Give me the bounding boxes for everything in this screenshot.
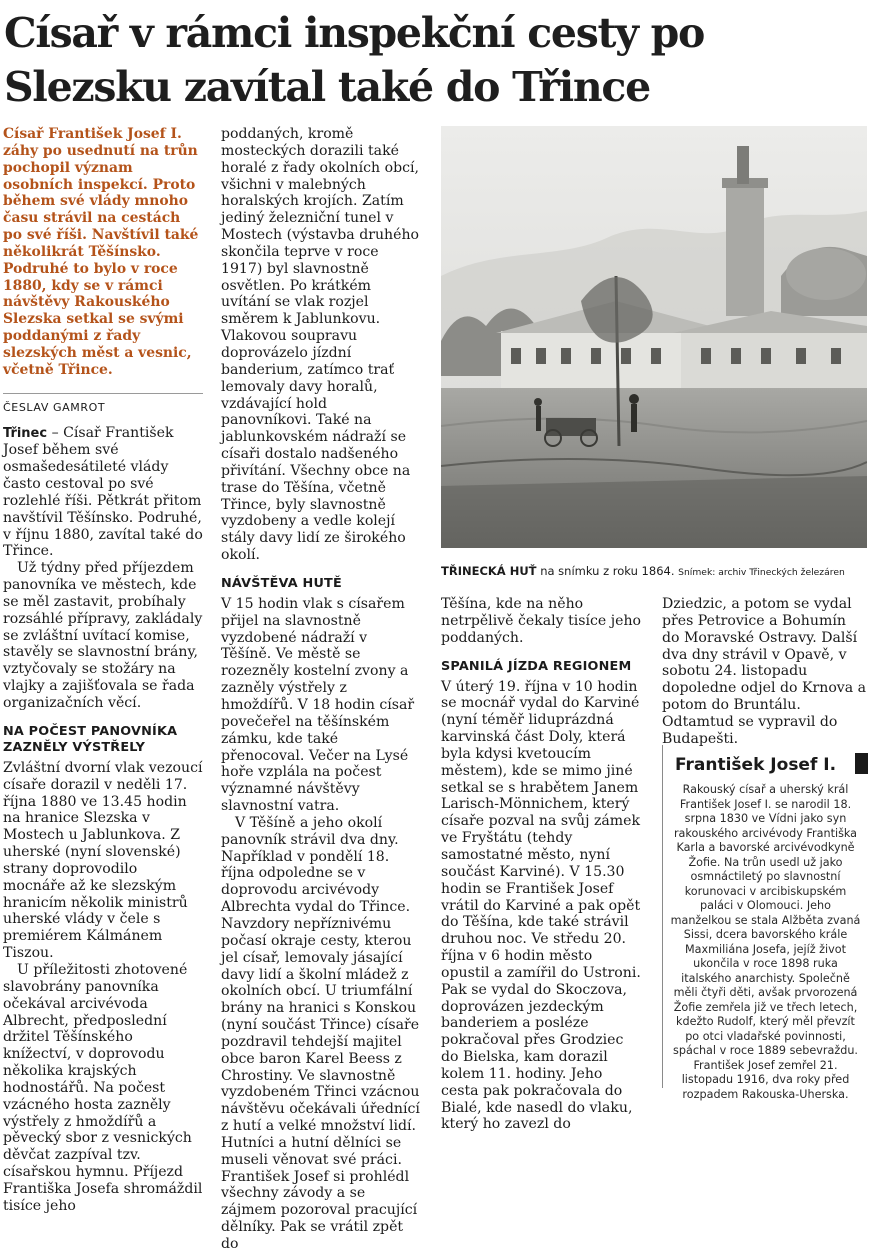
paragraph-9: V úterý 19. října v 10 hodin se mocnář vydal do Karviné (nyní téměř liduprázdná karvinská část Doly, která byla kdysi kvetoucím městem), kde se mimo jiné setkal se s hrabětem Janem Larisch-Mönnichem, který císaře pozval na svůj zámek ve Fryštátu (tehdy samostatné město, nyní součást Karviné). V 15.30 hodin se František Josef vrátil do Karviné a pak opět do Těšína, kde také strávil druhou noc. Ve středu 20. října v 6 hodin město opustil a zamířil do Ustroni. Pak se vydal do Skoczova, doprovázen jezdeckým banderiem a posléze pokračoval přes Grodziec do Bielska, kam dorazil kolem 11. hodiny. Jeho cesta pak pokračovala do Bialé, kde nasedl do vlaku, který ho zavezl do bbox=[441, 678, 641, 1133]
sidebar-box bbox=[662, 745, 868, 1101]
sidebar-marker bbox=[855, 753, 868, 774]
lead-paragraph: Císař František Josef I. záhy po usednutí na trůn pochopil význam osobních inspekcí. Proto během své vlády mnoho času strávil na cestách po své říši. Navštívil také několikrát Těšínsko. Podruhé to bylo v roce 1880, kdy se v rámci návštěvy Rakouského Slezska setkal se svými poddanými z řady slezských měst a vesnic, včetně Třince. bbox=[3, 126, 199, 378]
subheading-3: SPANILÁ JÍZDA REGIONEM bbox=[441, 658, 632, 674]
ironworks-photo-illustration bbox=[441, 126, 867, 548]
column-3 bbox=[441, 596, 641, 1133]
paragraph-6: V 15 hodin vlak s císařem přijel na slavnostně vyzdobené nádraží v Těšíně. Ve městě se rozezněly kostelní zvony a zazněly výstřely z hmoždířů. V 18 hodin císař povečeřel na těšínském zámku, kde také přenocoval. Večer na Lysé hoře vzplála na počest významné návštěvy slavnostní vatra. bbox=[221, 595, 415, 815]
sidebar-title: František Josef I. bbox=[675, 755, 837, 775]
column-4 bbox=[662, 596, 867, 748]
divider bbox=[3, 393, 203, 394]
paragraph-10: Dziedzic, a potom se vydal přes Petrovice a Bohumín do Moravské Ostravy. Další dva dny strávil v Opavě, v sobotu 24. listopadu dopoledne odjel do Krnova a potom do Bruntálu. Odtamtud se vypravil do Budapešti. bbox=[662, 596, 867, 747]
sidebar-text: Rakouský císař a uherský král František Josef I. se narodil 18. srpna 1830 ve Vídni jako syn rakouského arcivévody Františka Karla a bavorské arcivévodkyně Žofie. Na trůn usedl už jako osmnáctiletý po slavnostní korunovaci v arcibiskupském paláci v Olomouci. Jeho manželkou se stala Alžběta zvaná Sissi, dcera bavorského krále Maxmiliána Josefa, jejíž život ukončila v roce 1898 ruka italského anarchisty. Společně měli čtyři děti, avšak prvorozená Žofie zemřela již ve třech letech, kdežto Rudolf, který měl převzít po otci vladařské povinnosti, spáchal v roce 1889 sebevraždu. František Josef zemřel 21. listopadu 1916, dva roky před rozpadem Rakouska-Uherska. bbox=[670, 783, 861, 1101]
subheading-2: NÁVŠTĚVA HUTĚ bbox=[221, 575, 342, 591]
paragraph-4: U příležitosti zhotovené slavobrány panovníka očekával arcivévoda Albrecht, předposlední držitel Těšínského knížectví, v doprovodu několika krajských hodnostářů. Na počest vzácného hosta zazněly výstřely z hmoždířů a pěvecký sbor z vesnických děvčat zazpíval tzv. císařskou hymnu. Příjezd Františka Josefa shromáždil tisíce jeho bbox=[3, 961, 203, 1214]
paragraph-5: poddaných, kromě mosteckých dorazili také horalé z řady okolních obcí, všichni v malebných horalských krojích. Zatím jediný železniční tunel v Mostech (výstavba druhého skončila teprve v roce 1917) byl slavnostně osvětlen. Po krátkém uvítání se vlak rozjel směrem k Jablunkovu. Vlakovou soupravu doprovázelo jízdní banderium, zatímco trať lemovaly davy horalů, vzdávající hold panovníkovi. Také na jablunkovském nádraží se císaři dostalo nadšeného přivítání. Všechny obce na trase do Těšína, včetně Třince, byly slavnostně vyzdobeny a vedle kolejí stály davy lidí ze širokého okolí. bbox=[221, 126, 420, 564]
column-2 bbox=[221, 126, 421, 1253]
caption-text: na snímku z roku 1864. bbox=[540, 564, 675, 578]
paragraph-8: Těšína, kde na něho netrpělivě čekaly tisíce jeho poddaných. bbox=[441, 596, 642, 646]
paragraph-1 bbox=[3, 425, 203, 561]
paragraph-3: Zvláštní dvorní vlak vezoucí císaře dorazil v neděli 17. října 1880 ve 13.45 hodin na hranice Slezska v Mostech u Jablunkova. Z uherské (nyní slovenské) strany doprovodilo mocnáře až ke slezským hranicím několik ministrů uherské vlády v čele s premiérem Kálmánem Tiszou. bbox=[3, 759, 203, 962]
paragraph-7: V Těšíně a jeho okolí panovník strávil dva dny. Například v pondělí 18. října odpoledne se v doprovodu arcivévody Albrechta vydal do Třince. Navzdory nepříznivému počasí okraje cesty, kterou jel císař, lemovaly jásající davy lidí a školní mládež z okolních obcí. U triumfální brány na hranici s Konskou (nyní součást Třince) císaře pozdravil tehdejší majitel obce baron Karel Beess z Chrostiny. Ve slavnostně vyzdobeném Třinci vzácnou návštěvu očekávali úřednící z hutí a velké množství lidí. Hutníci a hutní dělníci se museli věnovat své práci. František Josef si prohlédl všechny závody a se zájmem pozoroval pracující dělníky. Pak se vrátil zpět do bbox=[221, 814, 420, 1252]
headline: Císař v rámci inspekční cesty po Slezsku zavítal také do Třince bbox=[4, 9, 705, 111]
caption-title: TŘINECKÁ HUŤ bbox=[441, 564, 537, 578]
paragraph-1-text: – Císař František Josef během své osmašedesátileté vlády často cestoval po své rozlehlé říši. Pětkrát přitom navštívil Těšínsko. Podruhé, v říjnu 1880, zavítal také do Třince. bbox=[3, 424, 203, 560]
caption-credit: Snímek: archiv Třineckých železáren bbox=[678, 567, 845, 578]
author-byline: ČESLAV GAMROT bbox=[3, 400, 106, 414]
photo-caption bbox=[441, 564, 869, 580]
subheading-1: NA POČEST PANOVNÍKA ZAZNĚLY VÝSTŘELY bbox=[3, 723, 178, 755]
column-1 bbox=[3, 126, 203, 1215]
paragraph-2: Už týdny před příjezdem panovníka ve městech, kde se měl zastavit, probíhaly rozsáhlé přípravy, zakládaly se zvláštní uvítací komise, stavěly se slavnostní brány, vztyčovaly se stožáry na vlajky a zajišťovala se řada organizačních věcí. bbox=[3, 560, 203, 711]
historic-ironworks-photo bbox=[441, 126, 867, 548]
dateline-place: Třinec bbox=[3, 425, 48, 441]
